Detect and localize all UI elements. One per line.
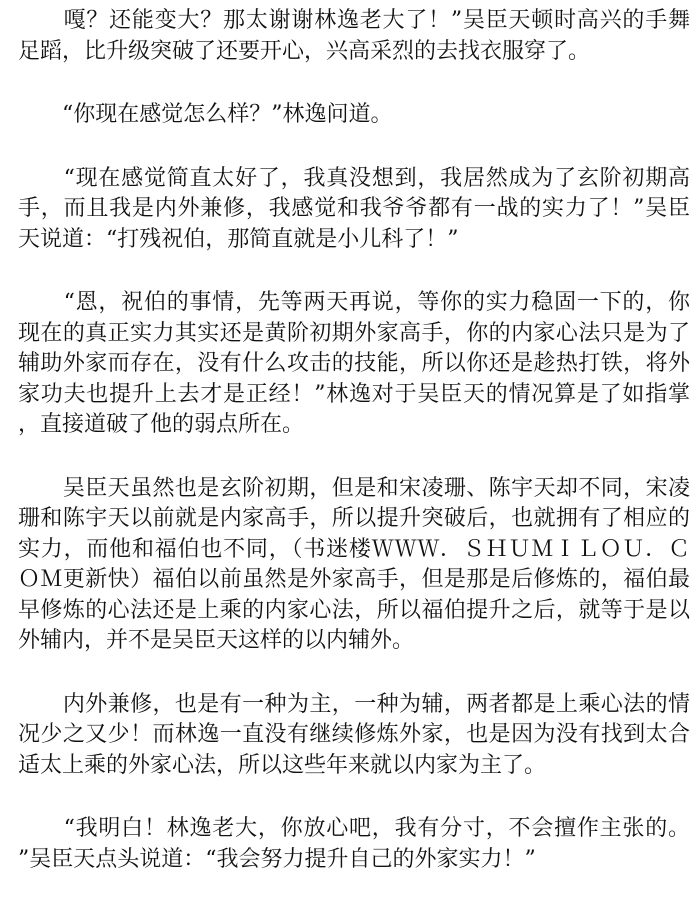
text-line: 早修炼的心法还是上乘的内家心法，所以福伯提升之后，就等于是以: [18, 597, 690, 623]
paragraph: [18, 100, 690, 131]
document-body: [18, 6, 690, 875]
text-line: “现在感觉简直太好了，我真没想到，我居然成为了玄阶初期高: [18, 165, 690, 191]
text-line: 天说道：“打残祝伯，那简直就是小儿科了！”: [18, 226, 459, 252]
text-line: 内外兼修，也是有一种为主，一种为辅，两者都是上乘心法的情: [18, 691, 690, 717]
text-line: 足蹈，比升级突破了还要开心，兴高采烈的去找衣服穿了。: [18, 38, 591, 64]
text-line: 实力，而他和福伯也不同，（书迷楼ＷＷＷ．ＳＨＵＭＩＬＯＵ．Ｃ: [18, 536, 690, 562]
text-line: “你现在感觉怎么样？”林逸问道。: [18, 102, 393, 127]
text-line: 辅助外家而存在，没有什么攻击的技能，所以你还是趁热打铁，将外: [18, 351, 690, 376]
paragraph: [18, 288, 690, 441]
text-line: ”吴臣天点头说道：“我会努力提升自己的外家实力！”: [18, 846, 536, 872]
text-line: 家功夫也提升上去才是正经！”林逸对于吴臣天的情况算是了如指掌: [18, 381, 690, 407]
text-line: 外辅内，并不是吴臣天这样的以内辅外。: [18, 628, 415, 653]
paragraph: [18, 474, 690, 657]
text-line: 适太上乘的外家心法，所以这些年来就以内家为主了。: [18, 752, 547, 778]
text-line: 况少之又少！而林逸一直没有继续修炼外家，也是因为没有找到太合: [18, 722, 690, 747]
paragraph: [18, 814, 690, 875]
text-line: ＯＭ更新快）福伯以前虽然是外家高手，但是那是后修炼的，福伯最: [18, 567, 690, 592]
text-line: 吴臣天虽然也是玄阶初期，但是和宋凌珊、陈宇天却不同，宋凌: [18, 475, 690, 501]
text-line: ，直接道破了他的弱点所在。: [18, 412, 305, 437]
text-line: 珊和陈宇天以前就是内家高手，所以提升突破后，也就拥有了相应的: [18, 506, 690, 531]
paragraph: [18, 164, 690, 256]
text-line: 手，而且我是内外兼修，我感觉和我爷爷都有一战的实力了！”吴臣: [18, 196, 690, 221]
paragraph: [18, 690, 690, 782]
text-line: “我明白！林逸老大，你放心吧，我有分寸，不会擅作主张的。: [18, 816, 690, 841]
text-line: 嘎？还能变大？那太谢谢林逸老大了！”吴臣天顿时高兴的手舞: [18, 8, 690, 33]
text-line: 现在的真正实力其实还是黄阶初期外家高手，你的内家心法只是为了: [18, 320, 690, 346]
text-line: “恩，祝伯的事情，先等两天再说，等你的实力稳固一下的，你: [18, 290, 690, 315]
paragraph: [18, 6, 690, 67]
